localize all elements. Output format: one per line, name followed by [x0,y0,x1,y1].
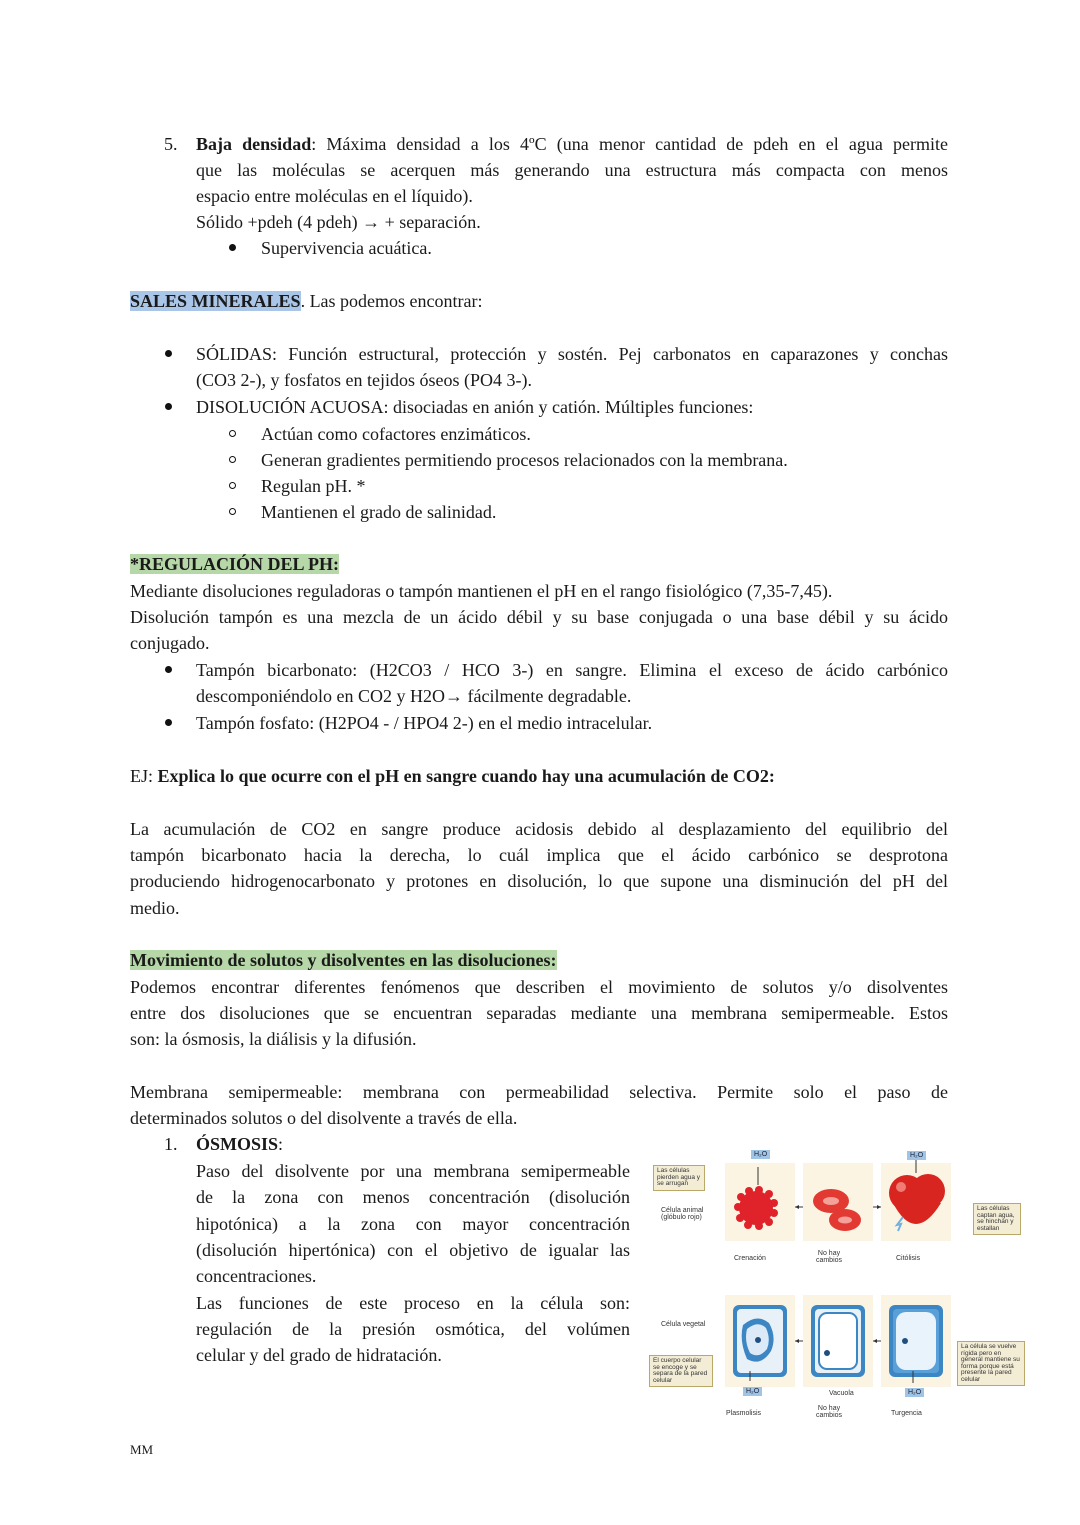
osmosis-line5: concentraciones. [196,1266,317,1286]
movimiento-p1-line1: Podemos encontrar diferentes fenómenos que describen el movimiento de solutos y/o disolventes [130,977,948,997]
ejercicio-question: Explica lo que ocurre con el pH en sangre cuando hay una acumulación de CO2: [157,766,775,786]
circle-bullet-icon [229,430,236,437]
osmosis-figure [645,1145,1030,1425]
label-celula-rigida: La célula se vuelve rígida pero en general mantiene su forma porque está presente la pared celular [957,1341,1025,1386]
ejercicio-answer-line1: La acumulación de CO2 en sangre produce acidosis debido al desplazamiento del equilibrio del [130,819,948,839]
h2o-label: H₂O [751,1150,770,1159]
h2o-label: H₂O [907,1151,926,1160]
ejercicio-prefix: EJ: [130,766,158,786]
bullet-icon [165,719,172,726]
item5-number: 5. [164,134,178,154]
circle-bullet-icon [229,508,236,515]
label-plasmolisis: Plasmolisis [726,1410,762,1417]
sales-solidas-line1: SÓLIDAS: Función estructural, protección y sostén. Pej carbonatos en caparazones y conchas [196,344,948,364]
osmosis-number: 1. [164,1134,178,1154]
regulacion-p2-line2: conjugado. [130,633,210,653]
bullet-icon [165,666,172,673]
label-pierden-agua: Las células pierden agua y se arrugan [653,1165,705,1191]
sales-funcion-2: Generan gradientes permitiendo procesos relacionados con la membrana. [261,450,788,470]
label-celula-animal: Célula animal (glóbulo rojo) [661,1207,704,1221]
bullet-icon [165,403,172,410]
regulacion-p2-line1: Disolución tampón es una mezcla de un ácido débil y su base conjugada o una base débil y su ácido [130,607,948,627]
h2o-label: H₂O [743,1387,762,1396]
sales-solidas-line2: (CO3 2-), y fosfatos en tejidos óseos (PO4 3-). [196,370,532,390]
label-crenacion: Crenación [734,1255,766,1262]
bullet-icon [229,244,236,251]
label-citolisis: Citólisis [896,1255,921,1262]
item5-line3: espacio entre moléculas en el líquido). [196,186,473,206]
label-captan-agua: Las células captan agua, se hinchan y estallan [973,1203,1021,1235]
turgid-cell-icon [889,1305,943,1377]
sales-disolucion: DISOLUCIÓN ACUOSA: disociadas en anión y catión. Múltiples funciones: [196,397,754,417]
regulacion-bicarb-line1: Tampón bicarbonato: (H2CO3 / HCO 3-) en sangre. Elimina el exceso de ácido carbónico [196,660,948,680]
plasmolysis-cell-icon [733,1305,787,1377]
osmosis-line8: celular y del grado de hidratación. [196,1345,442,1365]
movimiento-p1-line2: entre dos disoluciones que se encuentran separadas mediante una membrana semipermeable. Estos [130,1003,948,1023]
osmosis-line6: Las funciones de este proceso en la célula son: [196,1293,630,1313]
regulacion-heading: *REGULACIÓN DEL PH: [130,554,340,574]
label-no-hay-cambios-1: No hay cambios [815,1250,843,1264]
label-turgencia: Turgencia [891,1410,922,1417]
item5-title: Baja densidad [196,134,312,154]
item5-sub-bullet: Supervivencia acuática. [261,238,432,258]
movimiento-p2-line1: Membrana semipermeable: membrana con permeabilidad selectiva. Permite solo el paso de [130,1082,948,1102]
label-vacuola: Vacuola [829,1390,854,1397]
ejercicio-answer-line2: tampón bicarbonato hacia la derecha, lo cuál implica que el ácido carbónico se desprotona [130,845,948,865]
sales-funcion-4: Mantienen el grado de salinidad. [261,502,497,522]
label-celula-vegetal: Célula vegetal [661,1321,706,1328]
h2o-label: H₂O [905,1388,924,1397]
item5-line4: Sólido +pdeh (4 pdeh) → + separación. [196,212,481,232]
bullet-icon [165,350,172,357]
item5-line2: que las moléculas se acerquen más generando una estructura más compacta con menos [196,160,948,180]
osmosis-line1: Paso del disolvente por una membrana semipermeable [196,1161,630,1181]
movimiento-p2-line2: determinados solutos o del disolvente a través de ella. [130,1108,518,1128]
regulacion-bicarb-line2: descomponiéndolo en CO2 y H2O→ fácilmente degradable. [196,686,632,706]
movimiento-p1-line3: son: la ósmosis, la diálisis y la difusión. [130,1029,417,1049]
osmosis-title-line: ÓSMOSIS: [196,1134,284,1154]
circle-bullet-icon [229,456,236,463]
sales-funcion-3: Regulan pH. * [261,476,366,496]
osmosis-line4: (disolución hipertónica) con el objetivo de igualar las [196,1240,630,1260]
movimiento-heading-line [130,947,557,973]
plant-cell-normal-icon [811,1305,865,1377]
osmosis-line3: hipotónica) a la zona con mayor concentración [196,1214,630,1234]
osmosis-line2: de la zona con menos concentración (disolución [196,1187,630,1207]
footer-initials: MM [130,1442,154,1457]
circle-bullet-icon [229,482,236,489]
ejercicio-question-line [130,763,775,789]
ejercicio-answer-line3: produciendo hidrogenocarbonato y protones en disolución, lo que supone una disminución del pH del [130,871,948,891]
regulacion-p1: Mediante disoluciones reguladoras o tampón mantienen el pH en el rango fisiológico (7,35-7,45). [130,581,833,601]
item5-line1: Baja densidad: Máxima densidad a los 4ºC (una menor cantidad de pdeh en el agua permite [196,134,948,154]
osmosis-title: ÓSMOSIS [196,1134,279,1154]
sales-funcion-1: Actúan como cofactores enzimáticos. [261,424,531,444]
movimiento-heading: Movimiento de solutos y disolventes en las disoluciones: [130,950,557,970]
osmosis-line7: regulación de la presión osmótica, del volúmen [196,1319,630,1339]
sales-intro: . Las podemos encontrar: [300,291,483,311]
sales-heading: SALES MINERALES [130,291,301,311]
sales-heading-line [130,288,483,314]
ejercicio-answer-line4: medio. [130,898,180,918]
regulacion-heading-line [130,551,339,577]
label-cuerpo-celular: El cuerpo celular se encoge y se separa de la pared celular [649,1355,713,1387]
regulacion-fosfato: Tampón fosfato: (H2PO4 - / HPO4 2-) en el medio intracelular. [196,713,653,733]
label-no-hay-cambios-2: No hay cambios [815,1405,843,1419]
